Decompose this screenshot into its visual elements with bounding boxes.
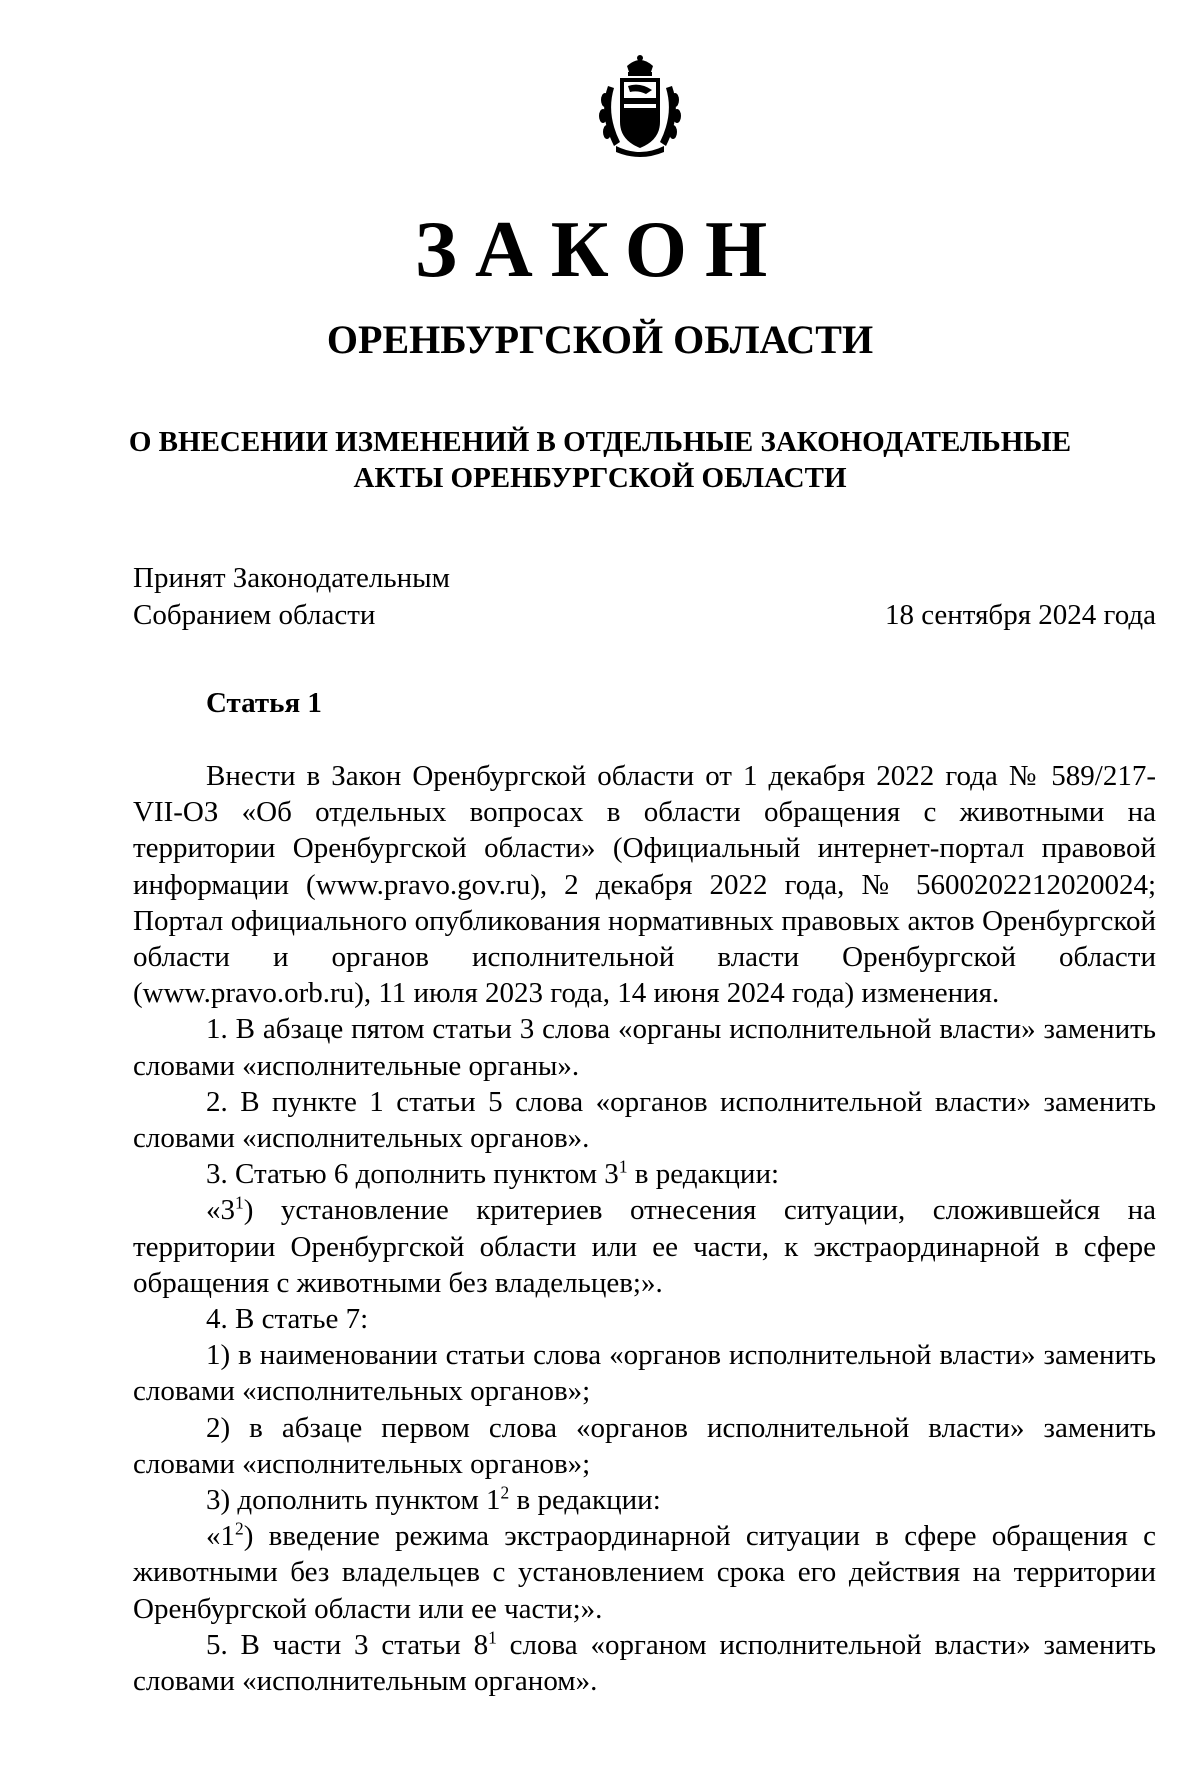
- amendment-item: [133, 1627, 1156, 1699]
- item-text: «1: [206, 1520, 235, 1553]
- law-subject-line: О ВНЕСЕНИИ ИЗМЕНЕНИЙ В ОТДЕЛЬНЫЕ ЗАКОНОДАТЕЛЬНЫЕ: [128, 426, 1072, 458]
- quoted-text: [133, 1518, 1156, 1627]
- item-text: 5. В части 3 статьи 8: [206, 1628, 489, 1661]
- adoption-date: 18 сентября 2024 года: [884, 599, 1156, 631]
- sub-item: 2) в абзаце первом слова «органов исполнительной власти» заменить словами «исполнительных органов»;: [133, 1411, 1156, 1480]
- article-heading: Статья 1: [206, 687, 322, 719]
- law-subject-line: АКТЫ ОРЕНБУРГСКОЙ ОБЛАСТИ: [353, 462, 847, 494]
- adoption-line: Собранием области: [133, 599, 376, 631]
- amendment-item: 2. В пункте 1 статьи 5 слова «органов исполнительной власти» заменить словами «исполнительных органов».: [133, 1085, 1156, 1155]
- superscript: 2: [235, 1518, 244, 1539]
- region-title: ОРЕНБУРГСКОЙ ОБЛАСТИ: [326, 317, 874, 362]
- article-body: [133, 758, 1156, 1699]
- item-text: в редакции:: [509, 1484, 661, 1517]
- adoption-statement: [133, 560, 450, 634]
- superscript: 2: [500, 1482, 510, 1503]
- superscript: 1: [488, 1627, 497, 1648]
- item-text: ) введение режима экстраординарной ситуации в сфере обращения с животными без владельцев с установлением срока его действия на территории Оренбургской области или ее части;».: [133, 1520, 1156, 1625]
- item-text: слова «органом исполнительной власти» заменить словами «исполнительным органом».: [133, 1628, 1156, 1698]
- quoted-text: [133, 1192, 1156, 1301]
- item-text: 3) дополнить пунктом 1: [206, 1484, 501, 1517]
- coat-of-arms-icon: [594, 52, 686, 160]
- law-title: ЗАКОН: [414, 206, 786, 294]
- superscript: 1: [235, 1192, 244, 1213]
- item-text: ) установление критериев отнесения ситуации, сложившейся на территории Оренбургской области или ее части, к экстраординарной в сфере обращения с животными без владельцев;».: [133, 1194, 1156, 1299]
- sub-item: 1) в наименовании статьи слова «органов исполнительной власти» заменить словами «исполнительных органов»;: [133, 1339, 1156, 1408]
- superscript: 1: [618, 1156, 628, 1177]
- item-text: 3. Статью 6 дополнить пунктом 3: [206, 1158, 619, 1191]
- item-text: «3: [206, 1194, 235, 1227]
- amendment-item: 1. В абзаце пятом статьи 3 слова «органы исполнительной власти» заменить словами «исполнительные органы».: [133, 1013, 1156, 1082]
- adoption-line: Принят Законодательным: [133, 562, 450, 594]
- law-subject: [0, 424, 1200, 496]
- amendment-item: [133, 1156, 1156, 1192]
- sub-item: [133, 1482, 1156, 1518]
- amendment-item: 4. В статье 7:: [206, 1303, 369, 1336]
- item-text: в редакции:: [627, 1158, 780, 1191]
- intro-paragraph: Внести в Закон Оренбургской области от 1 декабря 2022 года № 589/217-VII-ОЗ «Об отдельных вопросах в области обращения с животными на территории Оренбургской области» (Официальный интернет-портал правовой информации (www.pravo.gov.ru), 2 декабря 2022 года, № 5600202212020024; Портал официального опубликования нормативных правовых актов Оренбургской области и органов исполнительной власти Оренбургской области (www.pravo.orb.ru), 11 июля 2023 года, 14 июня 2024 года) изменения.: [133, 760, 1156, 1010]
